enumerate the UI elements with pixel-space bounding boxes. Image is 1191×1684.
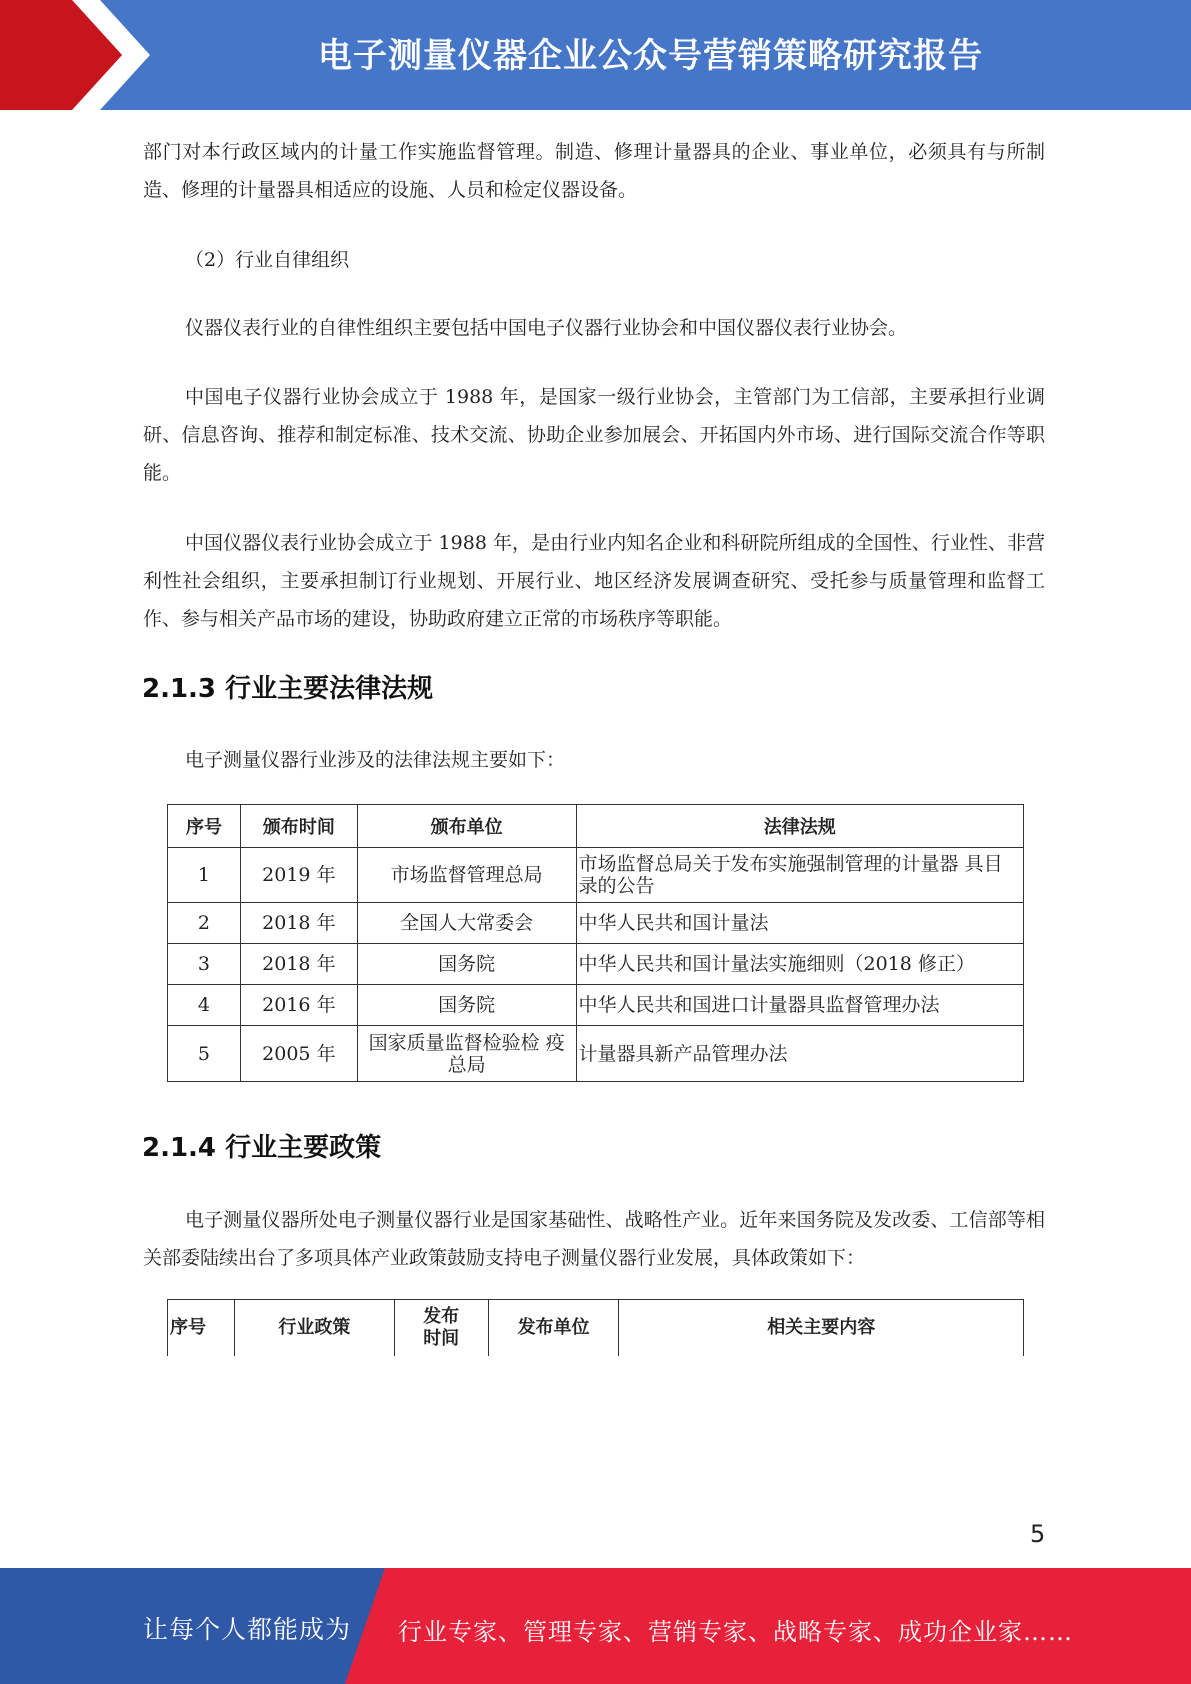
table-cell: 市场监督管理总局 [357, 848, 576, 903]
table-row [168, 944, 1024, 985]
body-paragraph: 中国仪器仪表行业协会成立于 1988 年，是由行业内知名企业和科研院所组成的全国性、行业性、非营利性社会组织，主要承担制订行业规划、开展行业、地区经济发展调查研究、受托参与质量管理和监督工作、参与相关产品市场的建设，协助政府建立正常的市场秩序等职能。 [143, 532, 1045, 630]
footer-slogan-left: 让每个人都能成为 [143, 1615, 352, 1644]
table-cell: 4 [168, 985, 241, 1026]
subsection-label: （2）行业自律组织 [185, 249, 350, 271]
table-row [168, 985, 1024, 1026]
body-paragraph: 部门对本行政区域内的计量工作实施监督管理。制造、修理计量器具的企业、事业单位，必须具有与所制造、修理的计量器具相适应的设施、人员和检定仪器设备。 [143, 141, 1045, 201]
table-cell: 2018 年 [240, 944, 357, 985]
table-cell: 2018 年 [240, 903, 357, 944]
table-cell: 计量器具新产品管理办法 [576, 1026, 1023, 1082]
table-header-row [168, 805, 1024, 848]
column-header: 相关主要内容 [619, 1300, 1024, 1357]
table-cell: 中华人民共和国计量法 [576, 903, 1023, 944]
table-cell: 3 [168, 944, 241, 985]
table-row [168, 1026, 1024, 1082]
column-header: 发布单位 [488, 1300, 619, 1357]
law-table [167, 804, 1024, 1082]
column-header: 行业政策 [234, 1300, 394, 1357]
table-cell: 2 [168, 903, 241, 944]
table-cell: 2016 年 [240, 985, 357, 1026]
table-cell: 全国人大常委会 [357, 903, 576, 944]
column-header: 发布 时间 [394, 1300, 488, 1357]
body-paragraph: 中国电子仪器行业协会成立于 1988 年，是国家一级行业协会，主管部门为工信部，主要承担行业调研、信息咨询、推荐和制定标准、技术交流、协助企业参加展会、开拓国内外市场、进行国际交流合作等职能。 [143, 386, 1045, 484]
page-header [0, 0, 1191, 110]
footer-slogan-right: 行业专家、管理专家、营销专家、战略专家、成功企业家…… [398, 1618, 1073, 1646]
table-cell: 5 [168, 1026, 241, 1082]
table-cell: 国家质量监督检验检 疫总局 [357, 1026, 576, 1082]
report-title: 电子测量仪器企业公众号营销策略研究报告 [318, 36, 983, 76]
policy-table [167, 1299, 1024, 1356]
column-header: 颁布单位 [357, 805, 576, 848]
page-footer [0, 1568, 1191, 1684]
section-heading: 2.1.4 行业主要政策 [142, 1133, 382, 1163]
page-number: 5 [1030, 1520, 1046, 1548]
table-cell: 国务院 [357, 944, 576, 985]
table-header-row [168, 1300, 1024, 1357]
header-chevron-graphic [0, 0, 160, 110]
table-cell: 中华人民共和国进口计量器具监督管理办法 [576, 985, 1023, 1026]
table-cell: 2019 年 [240, 848, 357, 903]
table-cell: 中华人民共和国计量法实施细则（2018 修正） [576, 944, 1023, 985]
column-header: 颁布时间 [240, 805, 357, 848]
section-heading: 2.1.3 行业主要法律法规 [142, 674, 434, 704]
body-paragraph: 电子测量仪器所处电子测量仪器行业是国家基础性、战略性产业。近年来国务院及发改委、工信部等相关部委陆续出台了多项具体产业政策鼓励支持电子测量仪器行业发展，具体政策如下： [143, 1209, 1045, 1269]
table-cell: 市场监督总局关于发布实施强制管理的计量器 具目录的公告 [576, 848, 1023, 903]
body-paragraph: 仪器仪表行业的自律性组织主要包括中国电子仪器行业协会和中国仪器仪表行业协会。 [185, 317, 908, 339]
column-header: 法律法规 [576, 805, 1023, 848]
table-cell: 1 [168, 848, 241, 903]
table-row [168, 903, 1024, 944]
body-paragraph: 电子测量仪器行业涉及的法律法规主要如下： [185, 749, 566, 771]
column-header: 序号 [168, 1300, 235, 1357]
column-header: 序号 [168, 805, 241, 848]
table-row [168, 848, 1024, 903]
table-cell: 国务院 [357, 985, 576, 1026]
table-cell: 2005 年 [240, 1026, 357, 1082]
